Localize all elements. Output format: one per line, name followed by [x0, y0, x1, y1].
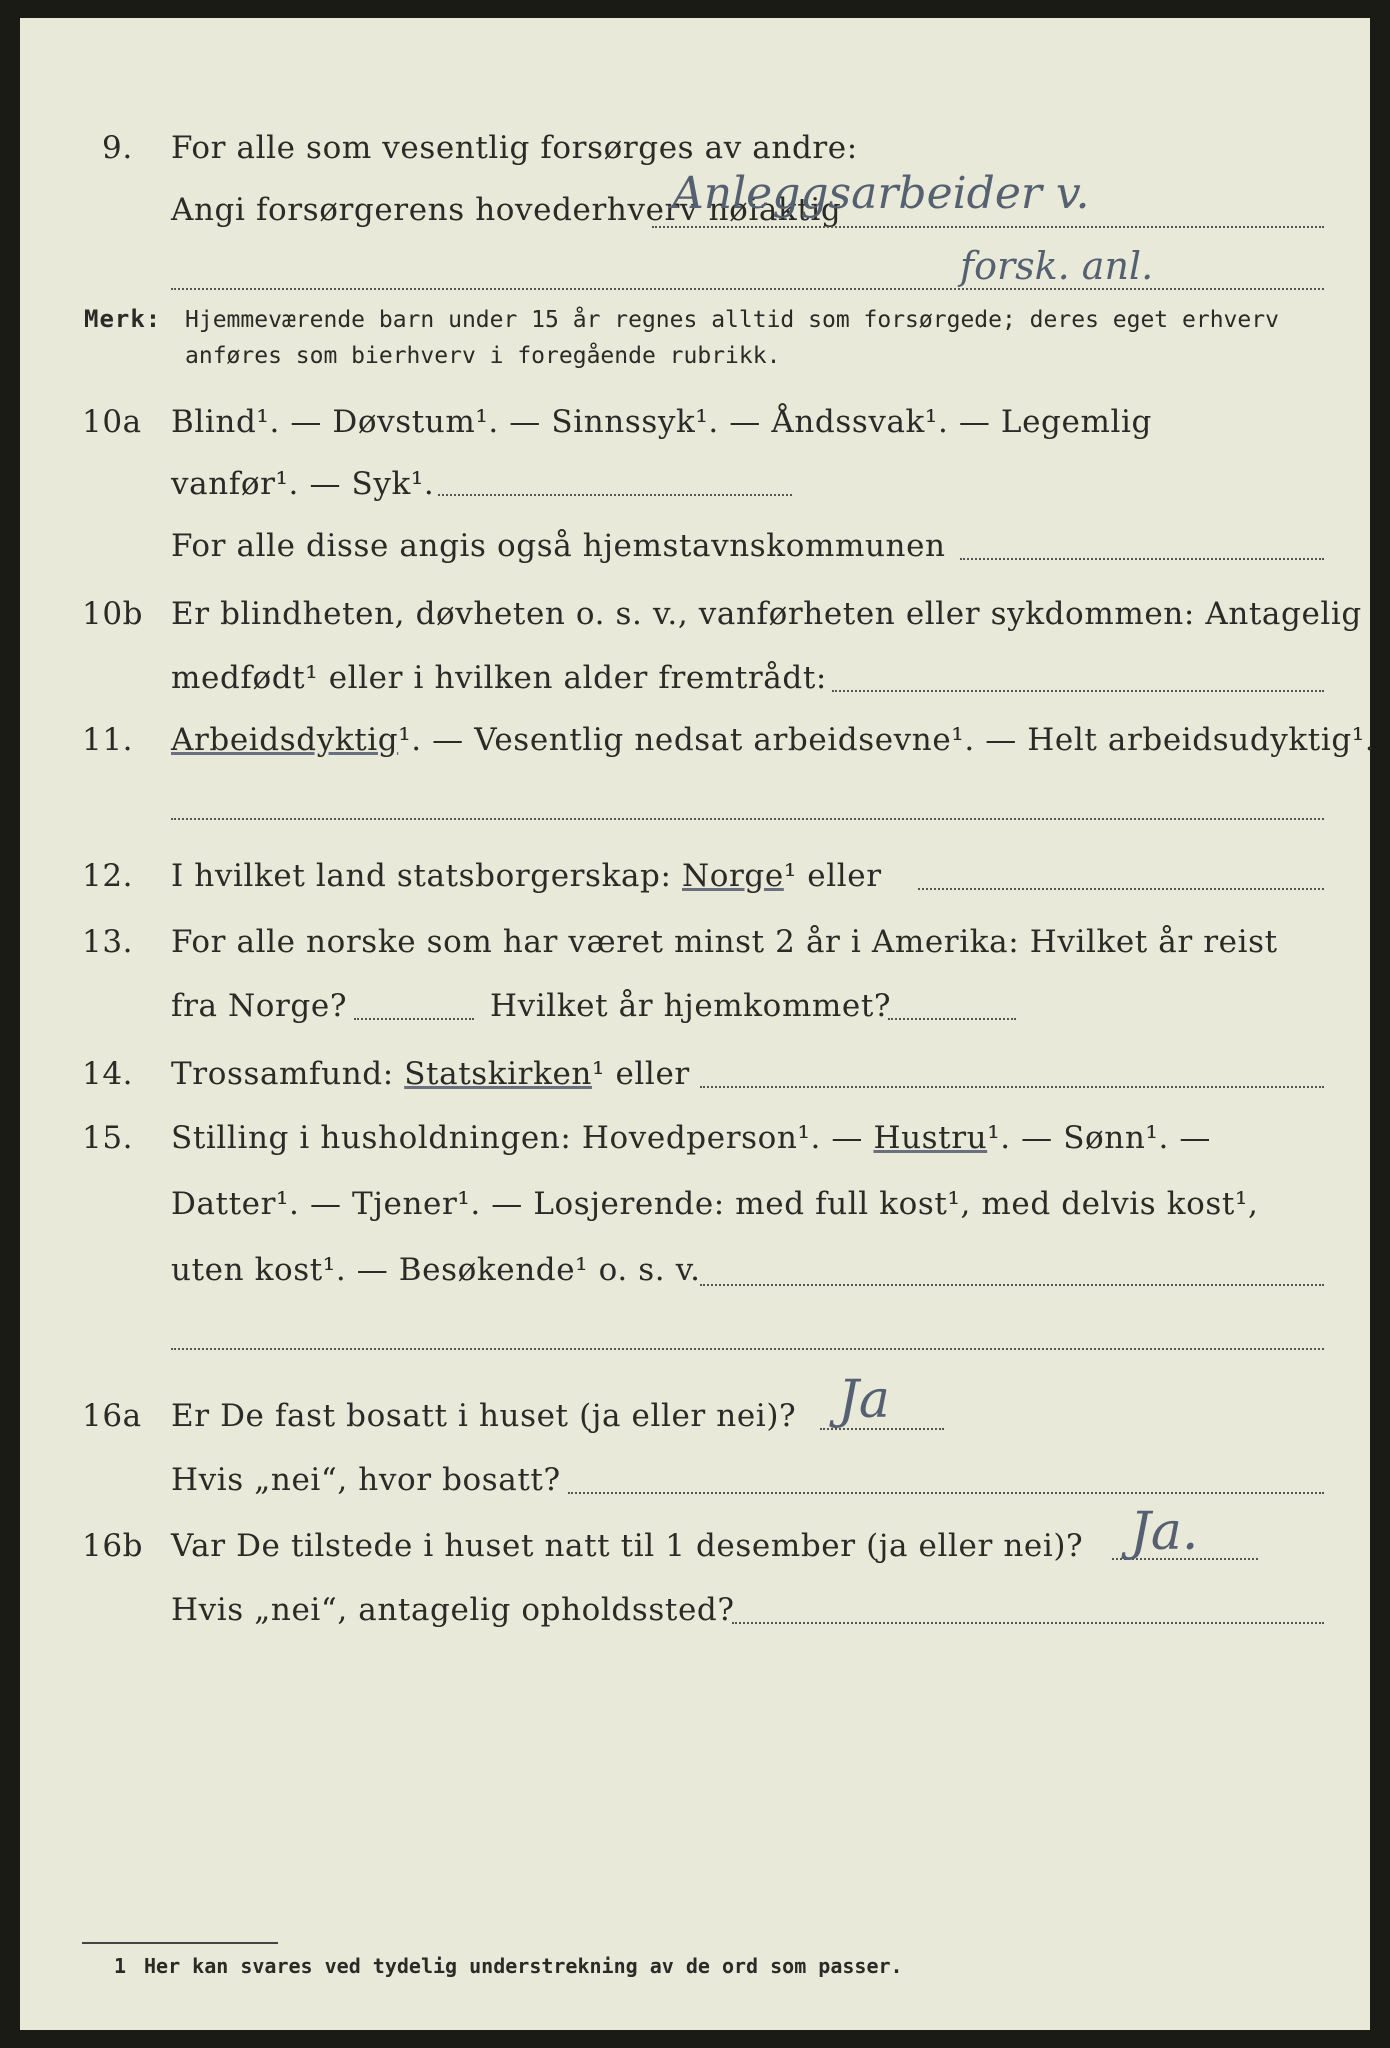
question-text: ¹ eller — [783, 858, 882, 894]
underlined-choice: Arbeidsdyktig — [171, 722, 399, 758]
underlined-choice: Statskirken — [404, 1056, 592, 1092]
question-number: 10a — [82, 404, 142, 440]
question-text: ¹. — Vesentlig nedsat arbeidsevne¹. — Helt arbeidsudyktig¹. — [398, 722, 1376, 758]
question-text: Var De tilstede i huset natt til 1 desember (ja eller nei)? — [171, 1528, 1084, 1564]
question-number: 16b — [82, 1528, 144, 1564]
answer-line — [171, 818, 1324, 820]
question-text: For alle norske som har været minst 2 år i Amerika: Hvilket år reist — [171, 924, 1278, 960]
question-text: Datter¹. — Tjener¹. — Losjerende: med full kost¹, med delvis kost¹, — [171, 1186, 1259, 1222]
answer-line — [832, 690, 1324, 692]
question-text: I hvilket land statsborgerskap: — [171, 858, 672, 894]
note-text: anføres som bierhverv i foregående rubrikk. — [185, 343, 781, 369]
question-text: Hvis „nei“, hvor bosatt? — [171, 1462, 561, 1498]
question-text: Er De fast bosatt i huset (ja eller nei)? — [171, 1398, 797, 1434]
answer-line — [960, 558, 1324, 560]
note-text: Hjemmeværende barn under 15 år regnes alltid som forsørgede; deres eget erhverv — [185, 307, 1279, 333]
answer-line — [888, 1018, 1016, 1020]
question-number: 9. — [102, 130, 133, 166]
question-text: Hvis „nei“, antagelig opholdssted? — [171, 1592, 735, 1628]
question-number: 14. — [82, 1056, 134, 1092]
handwritten-answer: Ja — [838, 1370, 890, 1430]
answer-line — [700, 1284, 1324, 1286]
question-number: 11. — [82, 722, 134, 758]
question-text: ¹. — Sønn¹. — — [987, 1120, 1211, 1156]
handwritten-answer: Ja. — [1130, 1502, 1199, 1562]
answer-line — [171, 1348, 1324, 1350]
question-number: 13. — [82, 924, 134, 960]
answer-line — [700, 1086, 1324, 1088]
answer-line — [171, 288, 1324, 290]
question-text: Hvilket år hjemkommet? — [490, 988, 892, 1024]
question-text: Angi forsørgerens hovederhverv nøiaktig — [171, 192, 842, 228]
handwritten-answer: Anleggsarbeider v. — [672, 168, 1090, 219]
underlined-choice: Norge — [682, 858, 784, 894]
question-text: Trossamfund: — [171, 1056, 394, 1092]
footnote-text: Her kan svares ved tydelig understrekning av de ord som passer. — [144, 1954, 903, 1978]
question-number: 16a — [82, 1398, 142, 1434]
question-number: 10b — [82, 596, 144, 632]
question-text: vanfør¹. — Syk¹. — [171, 466, 435, 502]
note-label: Merk: — [84, 305, 162, 333]
underlined-choice: Hustru — [873, 1120, 988, 1156]
question-number: 15. — [82, 1120, 134, 1156]
question-text: uten kost¹. — Besøkende¹ o. s. v. — [171, 1252, 701, 1288]
answer-line — [568, 1492, 1324, 1494]
answer-line — [438, 494, 792, 496]
answer-line — [918, 888, 1324, 890]
question-text: ¹ eller — [591, 1056, 690, 1092]
handwritten-answer: forsk. anl. — [960, 244, 1154, 288]
answer-line — [354, 1018, 474, 1020]
question-text: medfødt¹ eller i hvilken alder fremtrådt: — [171, 660, 827, 696]
census-form-page — [20, 18, 1376, 2030]
question-text: fra Norge? — [171, 988, 348, 1024]
question-text: Blind¹. — Døvstum¹. — Sinnssyk¹. — Åndssvak¹. — Legemlig — [171, 404, 1152, 440]
question-text: Stilling i husholdningen: Hovedperson¹. — — [171, 1120, 863, 1156]
footnote-mark: 1 — [114, 1954, 127, 1978]
footnote-rule — [82, 1942, 278, 1944]
question-text: For alle som vesentlig forsørges av andre: — [171, 130, 858, 166]
question-text: Er blindheten, døvheten o. s. v., vanførheten eller sykdommen: Antagelig — [171, 596, 1362, 632]
question-text: For alle disse angis også hjemstavnskommunen — [171, 528, 946, 564]
answer-line — [732, 1622, 1324, 1624]
question-number: 12. — [82, 858, 134, 894]
answer-line — [652, 226, 1324, 228]
